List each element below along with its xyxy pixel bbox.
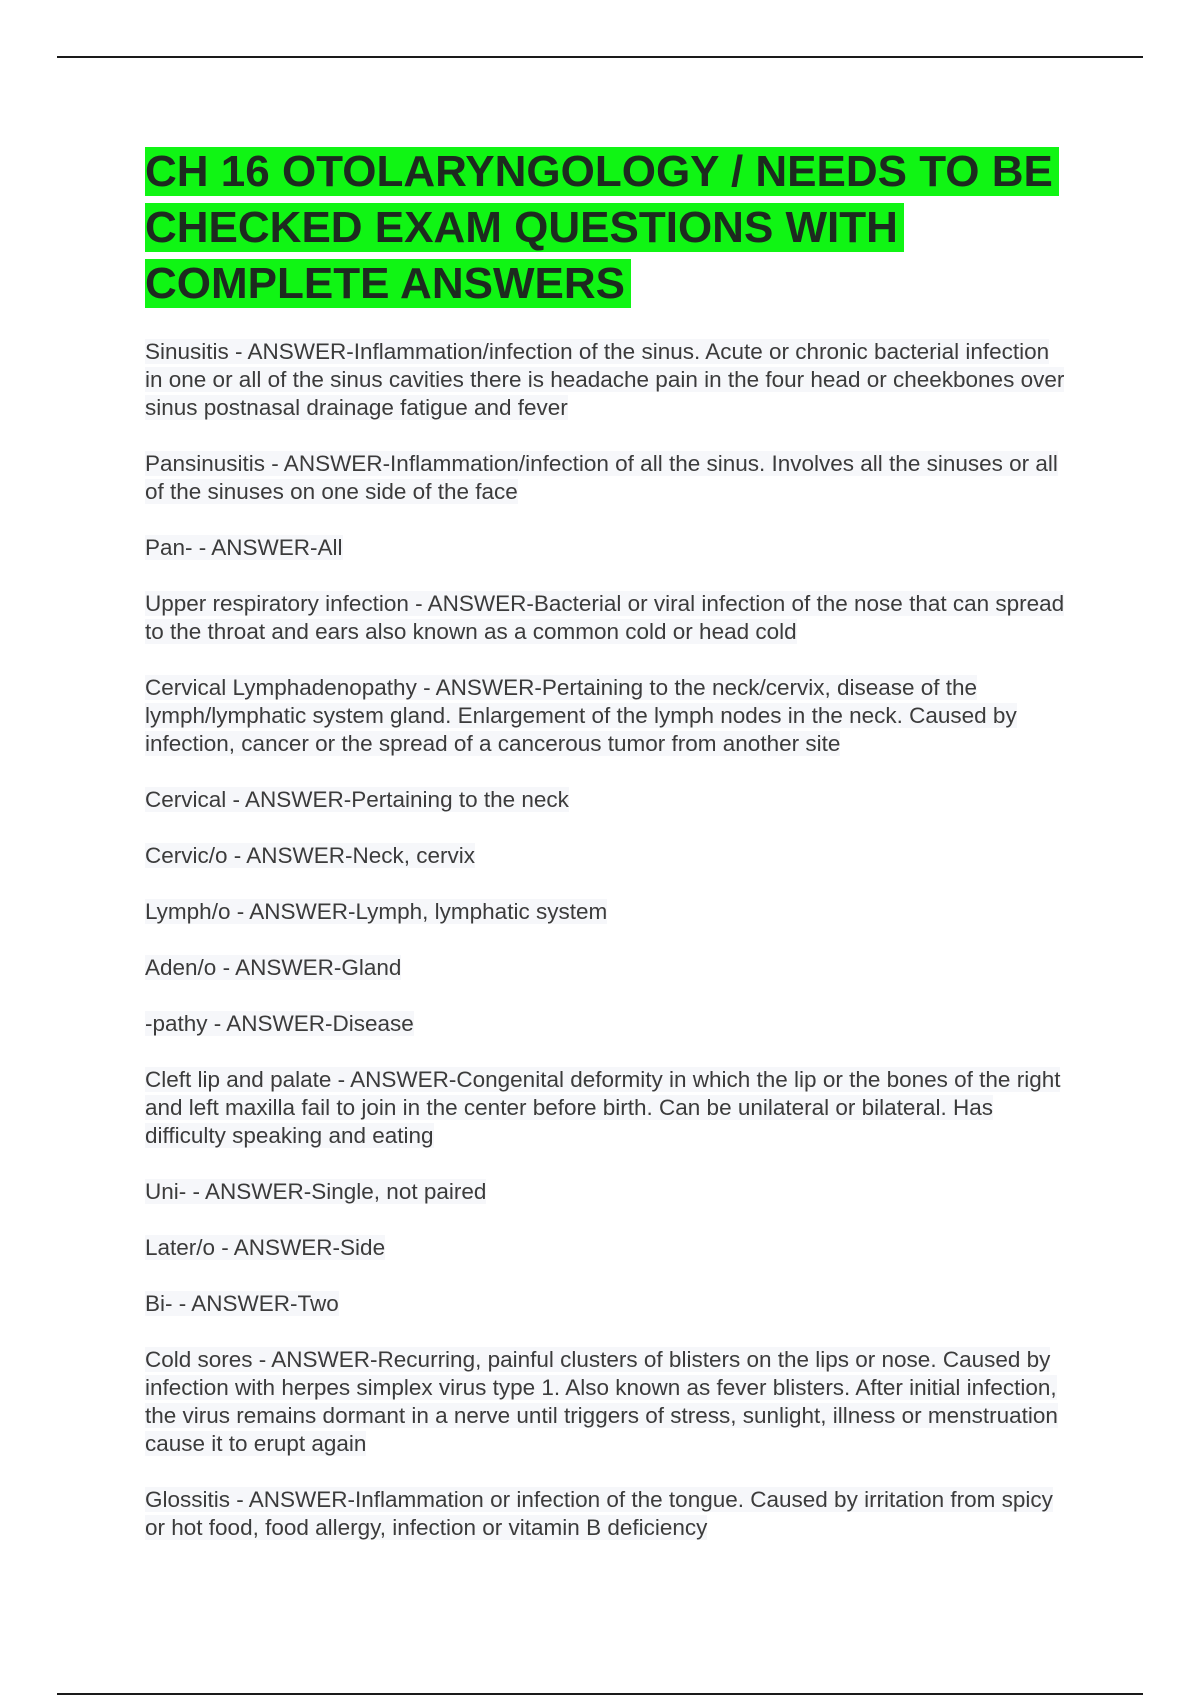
qa-item: Pan- - ANSWER-All xyxy=(145,535,343,560)
qa-item: Aden/o - ANSWER-Gland xyxy=(145,955,402,980)
qa-item: Pansinusitis - ANSWER-Inflammation/infection of all the sinus. Involves all the sinuses or all of the sinuses on one side of the face xyxy=(145,451,1058,504)
qa-item: Glossitis - ANSWER-Inflammation or infection of the tongue. Caused by irritation from spicy or hot food, food allergy, infection or vitamin B deficiency xyxy=(145,1487,1053,1540)
qa-item: Cervic/o - ANSWER-Neck, cervix xyxy=(145,843,476,868)
qa-item: Lymph/o - ANSWER-Lymph, lymphatic system xyxy=(145,899,608,924)
qa-item: Uni- - ANSWER-Single, not paired xyxy=(145,1179,487,1204)
qa-item: Bi- - ANSWER-Two xyxy=(145,1291,339,1316)
header-rule xyxy=(57,56,1143,58)
qa-item: Sinusitis - ANSWER-Inflammation/infection of the sinus. Acute or chronic bacterial infection in one or all of the sinus cavities there is headache pain in the four head or cheekbones over sinus postnasal drainage fatigue and fever xyxy=(145,339,1065,420)
qa-item: Cervical - ANSWER-Pertaining to the neck xyxy=(145,787,569,812)
document-title xyxy=(145,144,1065,312)
qa-item: Upper respiratory infection - ANSWER-Bacterial or viral infection of the nose that can spread to the throat and ears also known as a common cold or head cold xyxy=(145,591,1065,644)
title-highlight: CH 16 OTOLARYNGOLOGY / NEEDS TO BE CHECKED EXAM QUESTIONS WITH COMPLETE ANSWERS xyxy=(145,147,1059,308)
document-body xyxy=(145,144,1065,1570)
qa-item: Cold sores - ANSWER-Recurring, painful clusters of blisters on the lips or nose. Caused by infection with herpes simplex virus type 1. Also known as fever blisters. After initial infection, the virus remains dormant in a nerve until triggers of stress, sunlight, illness or menstruation cause it to erupt again xyxy=(145,1347,1058,1456)
qa-item: Cervical Lymphadenopathy - ANSWER-Pertaining to the neck/cervix, disease of the lymph/lymphatic system gland. Enlargement of the lymph nodes in the neck. Caused by infection, cancer or the spread of a cancerous tumor from another site xyxy=(145,675,1017,756)
qa-item: Later/o - ANSWER-Side xyxy=(145,1235,386,1260)
qa-list xyxy=(145,338,1065,1542)
footer-rule xyxy=(57,1693,1143,1695)
qa-item: -pathy - ANSWER-Disease xyxy=(145,1011,414,1036)
qa-item: Cleft lip and palate - ANSWER-Congenital deformity in which the lip or the bones of the right and left maxilla fail to join in the center before birth. Can be unilateral or bilateral. Has difficulty speaking and eating xyxy=(145,1067,1061,1148)
